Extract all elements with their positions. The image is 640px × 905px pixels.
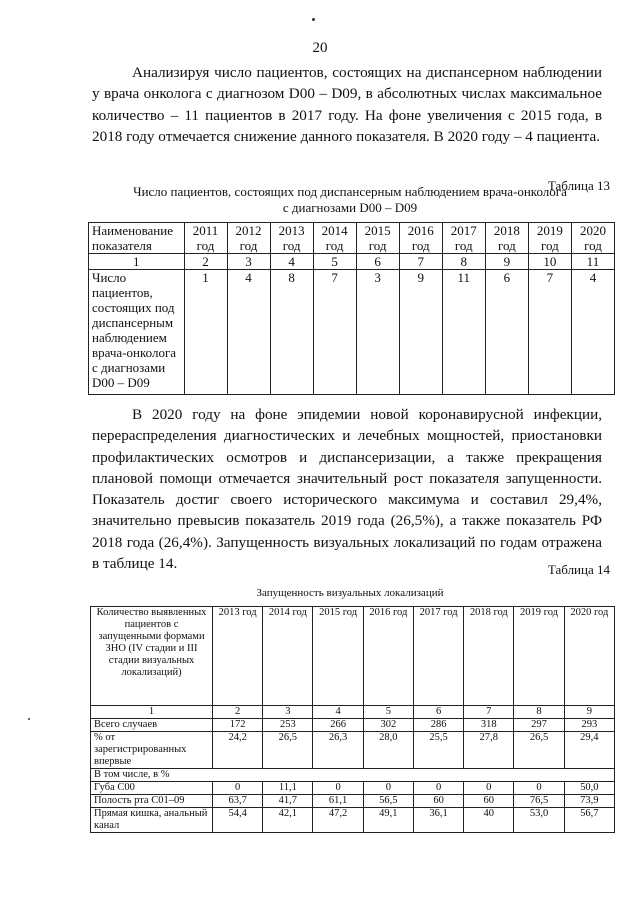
table-14-cell: 49,1: [363, 808, 413, 833]
table-14-colnum: 2: [213, 706, 263, 719]
table-14-year: 2017 год: [413, 607, 463, 706]
table-14-cell: 56,5: [363, 795, 413, 808]
table-14-cell: 0: [413, 782, 463, 795]
table-14-row-name: Прямая кишка, анальный канал: [91, 808, 213, 833]
table-14-cell: 41,7: [263, 795, 313, 808]
table-14-cell: 0: [313, 782, 363, 795]
table-14-label: Таблица 14: [547, 562, 610, 577]
table-14-cell: 24,2: [213, 732, 263, 769]
table-13-data-row: [89, 270, 615, 395]
table-13-year: 2019 год: [528, 223, 571, 254]
table-13-year: 2015 год: [356, 223, 399, 254]
paragraph-2: В 2020 году на фоне эпидемии новой коронавирусной инфекции, перераспределения диагностических и лечебных мощностей, приостановки профилактических осмотров и диспансеризации, а также прекращения плановой помощи отмечается значительный рост показателя запущенности. Показатель достиг своего исторического максимума и составил 29,4%, значительно превысив показатель 2019 года (26,5%), а также показатель РФ 2018 года (26,4%). Запущенность визуальных локализаций по годам отражена в таблице 14.: [92, 406, 602, 573]
table-13-cell: 4: [227, 270, 270, 395]
table-14-cell: 26,5: [514, 732, 564, 769]
table-14-year: 2016 год: [363, 607, 413, 706]
table-row: [91, 795, 615, 808]
table-14-colnum-row: [91, 706, 615, 719]
table-14-colnum: 3: [263, 706, 313, 719]
page-number: 20: [312, 40, 328, 56]
table-14-year: 2019 год: [514, 607, 564, 706]
table-13-colnum: 4: [270, 254, 313, 270]
table-14-cell: 286: [413, 719, 463, 732]
table-13-year: 2014 год: [313, 223, 356, 254]
table-14-cell: 28,0: [363, 732, 413, 769]
table-13-year: 2016 год: [399, 223, 442, 254]
table-14-colnum: 5: [363, 706, 413, 719]
table-14-cell: 253: [263, 719, 313, 732]
table-14-colnum: 1: [91, 706, 213, 719]
table-13-cell: 11: [442, 270, 485, 395]
table-14-cell: 56,7: [564, 808, 614, 833]
scan-speck: [28, 718, 30, 720]
table-14-colnum: 9: [564, 706, 614, 719]
table-13-row-name: Число пациентов, состоящих под диспансерным наблюдением врача-онколога с диагнозами D00 – D09: [89, 270, 185, 395]
table-14-year: 2015 год: [313, 607, 363, 706]
table-14-cell: 73,9: [564, 795, 614, 808]
table-14-cell: 40: [464, 808, 514, 833]
table-13-cell: 3: [356, 270, 399, 395]
table-14-row-name: Губа С00: [91, 782, 213, 795]
table-14-row-name: Всего случаев: [91, 719, 213, 732]
table-13-label: Таблица 13: [547, 178, 610, 193]
table-14-header-name: Количество выявленных пациентов с запущенными формами ЗНО (IV стадии и III стадии визуальных локализаций): [91, 607, 213, 706]
table-13: [88, 222, 615, 395]
table-13-colnum: 9: [485, 254, 528, 270]
table-14-cell: 297: [514, 719, 564, 732]
table-14-cell: 63,7: [213, 795, 263, 808]
table-13-year: 2017 год: [442, 223, 485, 254]
table-13-caption-line2: с диагнозами D00 – D09: [282, 200, 418, 215]
table-13-colnum: 1: [89, 254, 185, 270]
table-14-subheader: В том числе, в %: [91, 769, 615, 782]
table-14-cell: 25,5: [413, 732, 463, 769]
table-14-colnum: 4: [313, 706, 363, 719]
table-14-cell: 172: [213, 719, 263, 732]
table-14-cell: 266: [313, 719, 363, 732]
table-14: [90, 606, 615, 833]
table-14-colnum: 6: [413, 706, 463, 719]
table-13-colnum: 7: [399, 254, 442, 270]
table-13-year: 2018 год: [485, 223, 528, 254]
table-13-header-name: Наименование показателя: [89, 223, 185, 254]
table-14-header-row: [91, 607, 615, 706]
table-13-cell: 6: [485, 270, 528, 395]
table-14-cell: 76,5: [514, 795, 564, 808]
table-14-cell: 47,2: [313, 808, 363, 833]
table-14-cell: 36,1: [413, 808, 463, 833]
table-13-colnum: 5: [313, 254, 356, 270]
table-14-cell: 50,0: [564, 782, 614, 795]
table-row: [91, 808, 615, 833]
table-13-colnum-row: [89, 254, 615, 270]
table-13-caption-line1: Число пациентов, состоящих под диспансерным наблюдением врача-онколога: [133, 184, 567, 199]
table-13-cell: 1: [184, 270, 227, 395]
table-14-cell: 27,8: [464, 732, 514, 769]
table-13-colnum: 10: [528, 254, 571, 270]
table-13-cell: 4: [571, 270, 614, 395]
paragraph-1: Анализируя число пациентов, состоящих на диспансерном наблюдении у врача онколога с диагнозом D00 – D09, в абсолютных числах максимальное количество – 11 пациентов в 2017 году. На фоне увеличения с 2015 года, в 2018 году отмечается снижение данного показателя. В 2020 году – 4 пациента.: [92, 64, 602, 145]
table-13-header-row: [89, 223, 615, 254]
table-13-cell: 7: [313, 270, 356, 395]
table-13-caption: [100, 184, 600, 216]
table-row: [91, 732, 615, 769]
table-14-year: 2020 год: [564, 607, 614, 706]
table-13-cell: 7: [528, 270, 571, 395]
table-14-cell: 54,4: [213, 808, 263, 833]
table-14-subheader-row: [91, 769, 615, 782]
table-14-year: 2013 год: [213, 607, 263, 706]
table-14-cell: 26,3: [313, 732, 363, 769]
table-13-colnum: 8: [442, 254, 485, 270]
table-row: [91, 782, 615, 795]
table-14-cell: 293: [564, 719, 614, 732]
table-14-cell: 53,0: [514, 808, 564, 833]
table-14-cell: 60: [464, 795, 514, 808]
table-14-cell: 61,1: [313, 795, 363, 808]
table-14-cell: 11,1: [263, 782, 313, 795]
table-row: [91, 719, 615, 732]
table-14-row-name: % от зарегистрированных впервые: [91, 732, 213, 769]
table-14-cell: 0: [514, 782, 564, 795]
scan-speck: [312, 18, 315, 21]
table-14-row-name: Полость рта С01–09: [91, 795, 213, 808]
table-14-cell: 302: [363, 719, 413, 732]
table-13-year: 2013 год: [270, 223, 313, 254]
table-13-colnum: 6: [356, 254, 399, 270]
table-14-year: 2018 год: [464, 607, 514, 706]
table-14-cell: 0: [363, 782, 413, 795]
table-13-colnum: 2: [184, 254, 227, 270]
table-14-colnum: 8: [514, 706, 564, 719]
table-14-year: 2014 год: [263, 607, 313, 706]
table-14-cell: 0: [464, 782, 514, 795]
table-13-colnum: 3: [227, 254, 270, 270]
table-13-year: 2011 год: [184, 223, 227, 254]
table-13-cell: 8: [270, 270, 313, 395]
table-14-colnum: 7: [464, 706, 514, 719]
table-13-year: 2020 год: [571, 223, 614, 254]
table-14-cell: 60: [413, 795, 463, 808]
table-13-cell: 9: [399, 270, 442, 395]
table-14-cell: 0: [213, 782, 263, 795]
table-14-cell: 42,1: [263, 808, 313, 833]
table-14-cell: 29,4: [564, 732, 614, 769]
table-13-colnum: 11: [571, 254, 614, 270]
table-14-cell: 26,5: [263, 732, 313, 769]
table-13-year: 2012 год: [227, 223, 270, 254]
table-14-caption: Запущенность визуальных локализаций: [256, 587, 444, 599]
table-14-cell: 318: [464, 719, 514, 732]
